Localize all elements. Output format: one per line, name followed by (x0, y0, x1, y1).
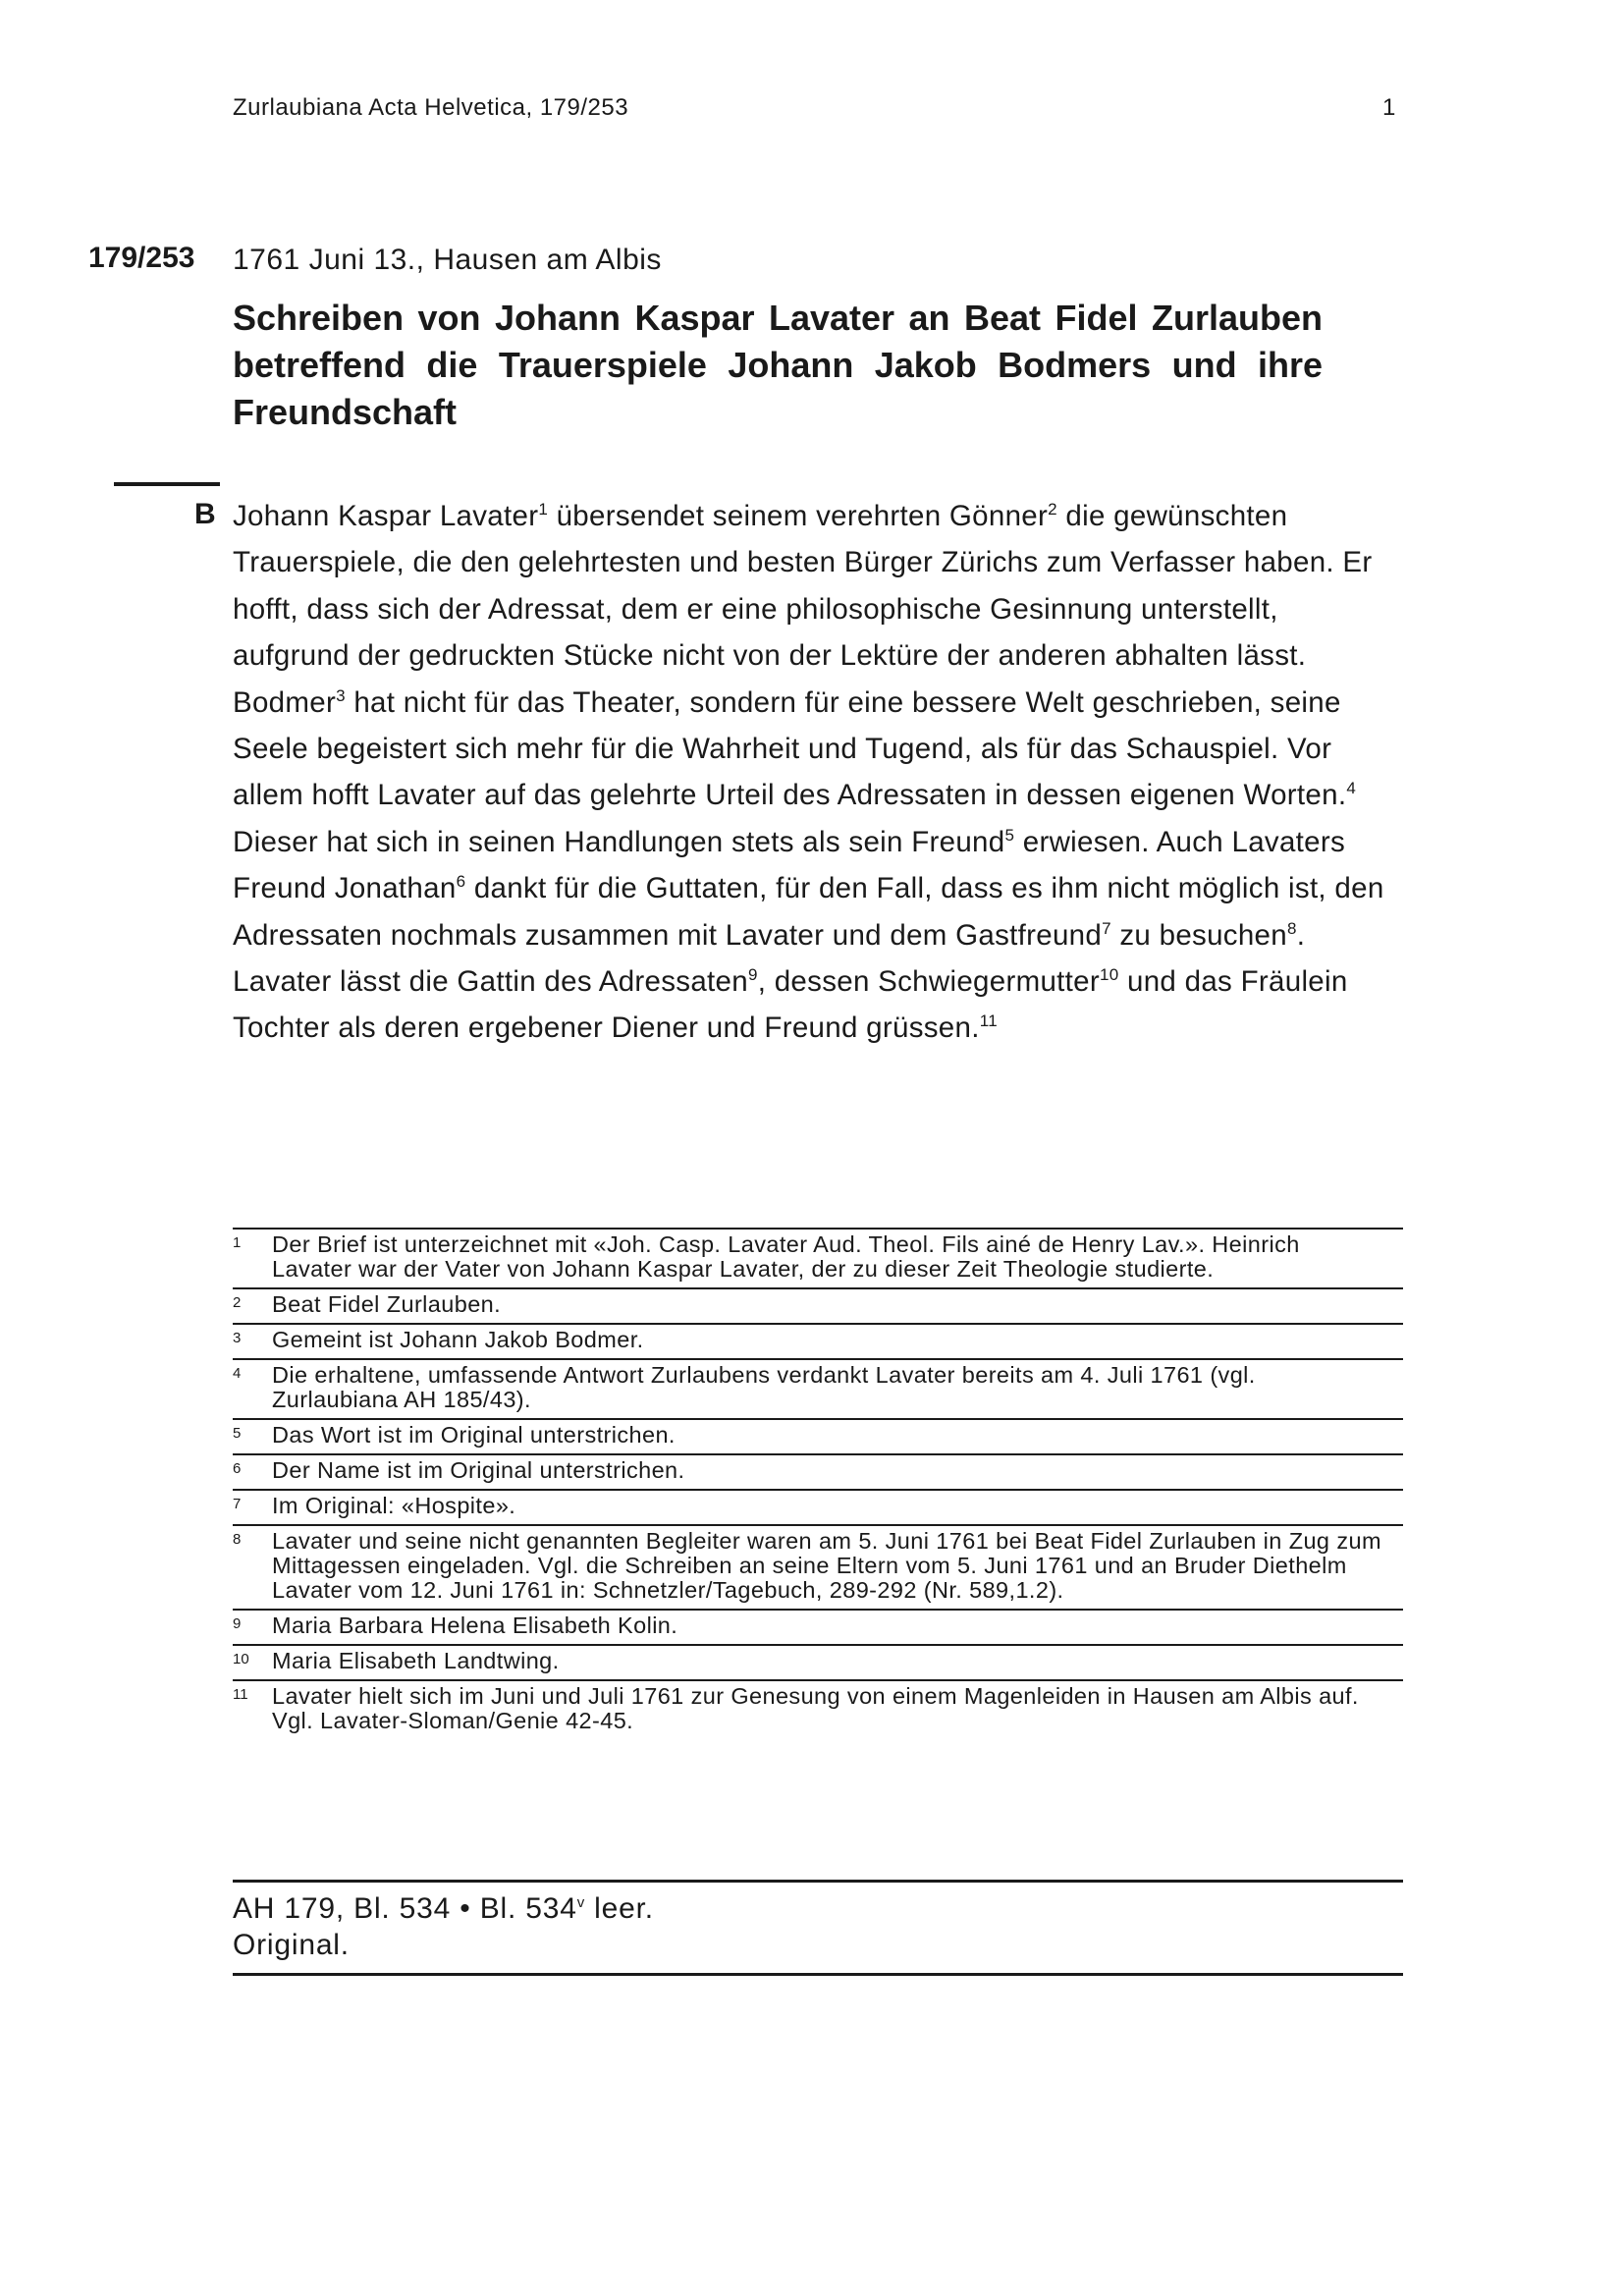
footnote-text: Die erhaltene, umfassende Antwort Zurlaubens verdankt Lavater bereits am 4. Juli 1761 (vgl. Zurlaubiana AH 185/43). (272, 1362, 1256, 1412)
summary-text: , dessen Schwiegermutter (757, 965, 1100, 999)
summary-text: erwiesen. Auch Lavaters Freund Jonathan (233, 825, 1346, 905)
footnote (233, 1644, 1403, 1679)
footnote-ref[interactable]: 9 (747, 965, 758, 985)
summary-text: die gewünschten Trauerspiele, die den gelehrtesten und besten Bürger Zürichs zum Verfasser haben. Er hofft, dass sich der Adressat, dem er eine philosophische Gesinnung unterstellt, aufgrund der gedruckten Stücke nicht von der Lektüre der anderen abhalten lässt. Bodmer (233, 500, 1373, 719)
footnote (233, 1609, 1403, 1644)
footnote (233, 1453, 1403, 1489)
source-line-type: Original. (233, 1929, 350, 1961)
footnote-ref[interactable]: 10 (1100, 965, 1119, 985)
footnote (233, 1418, 1403, 1453)
footnote-ref[interactable]: 2 (1048, 500, 1057, 519)
running-title: Zurlaubiana Acta Helvetica, 179/253 (233, 94, 629, 121)
summary-text: Dieser hat sich in seinen Handlungen stets als sein Freund (233, 825, 1005, 858)
footnote-number: 7 (233, 1496, 242, 1512)
footnote-text: Im Original: «Hospite». (272, 1493, 516, 1518)
summary-text: . Lavater lässt die Gattin des Adressaten (233, 918, 1306, 999)
footnote-text: Beat Fidel Zurlauben. (272, 1291, 502, 1317)
summary-text: und das Fräulein Tochter als deren ergebener Diener und Freund grüssen. (233, 965, 1348, 1045)
footnote-text: Lavater hielt sich im Juni und Juli 1761 zur Genesung von einem Magenleiden in Hausen am Albis auf. Vgl. Lavater-Sloman/Genie 42-45. (272, 1683, 1359, 1733)
footnote (233, 1489, 1403, 1524)
entry-number: 179/253 (88, 242, 195, 274)
footnote-ref[interactable]: 5 (1004, 826, 1015, 846)
footnote-ref[interactable]: 1 (538, 500, 549, 519)
footnote-text: Der Name ist im Original unterstrichen. (272, 1457, 685, 1483)
footnote-text: Gemeint ist Johann Jakob Bodmer. (272, 1327, 644, 1352)
footnote (233, 1287, 1403, 1323)
footnote-ref[interactable]: 4 (1346, 779, 1357, 798)
footnote-number: 11 (233, 1686, 248, 1703)
footnote-text: Maria Barbara Helena Elisabeth Kolin. (272, 1613, 678, 1638)
footnote-number: 9 (233, 1615, 242, 1632)
source-verso-mark: v (576, 1894, 586, 1911)
footnote-number: 2 (233, 1294, 242, 1311)
footnote-number: 3 (233, 1330, 242, 1346)
footnote-text: Maria Elisabeth Landtwing. (272, 1648, 560, 1673)
footnote-number: 5 (233, 1425, 242, 1442)
summary-text: Johann Kaspar Lavater (233, 500, 539, 532)
footnote-number: 4 (233, 1365, 242, 1382)
source-line-signature (233, 1890, 1403, 1927)
source-block (233, 1880, 1403, 1976)
footnote (233, 1524, 1403, 1609)
footnote-text: Der Brief ist unterzeichnet mit «Joh. Casp. Lavater Aud. Theol. Fils ainé de Henry Lav.». Heinrich Lavater war der Vater von Johann Kaspar Lavater, der zu dieser Zeit Theologie studierte. (272, 1231, 1300, 1282)
footnote (233, 1323, 1403, 1358)
summary-paragraph (233, 493, 1401, 1052)
entry-title: Schreiben von Johann Kaspar Lavater an Beat Fidel Zurlauben betreffend die Trauerspiele Johann Jakob Bodmers und ihre Freundschaft (233, 298, 1323, 432)
footnote-ref[interactable]: 3 (336, 685, 346, 705)
footnote-text: Das Wort ist im Original unterstrichen. (272, 1422, 676, 1448)
footnote-ref[interactable]: 6 (456, 872, 466, 892)
footnote-number: 1 (233, 1234, 242, 1251)
footnote-ref[interactable]: 11 (979, 1011, 998, 1031)
section-rule (114, 482, 220, 486)
page-number: 1 (1382, 94, 1396, 121)
footnote-text: Lavater und seine nicht genannten Begleiter waren am 5. Juni 1761 bei Beat Fidel Zurlauben in Zug zum Mittagessen eingeladen. Vgl. die Schreiben an seine Eltern vom 5. Juni 1761 und an Bruder Diethelm Lavater vom 12. Juni 1761 in: Schnetzler/Tagebuch, 289-292 (Nr. 589,1.2). (272, 1528, 1381, 1603)
source-signature: AH 179, Bl. 534 • Bl. 534 (233, 1892, 577, 1925)
section-marker: B (194, 498, 216, 530)
entry-date-place: 1761 Juni 13., Hausen am Albis (233, 244, 662, 276)
footnote (233, 1228, 1403, 1287)
footnote-ref[interactable]: 8 (1286, 918, 1297, 938)
summary-text: dankt für die Guttaten, für den Fall, dass es ihm nicht möglich ist, den Adressaten nochmals zusammen mit Lavater und dem Gastfreund (233, 872, 1384, 952)
footnote (233, 1679, 1403, 1739)
footnote-ref[interactable]: 7 (1102, 918, 1111, 938)
source-signature-note: leer. (585, 1892, 654, 1925)
summary-text: zu besuchen (1110, 918, 1287, 952)
footnote-number: 10 (233, 1651, 249, 1667)
footnote-number: 6 (233, 1460, 242, 1477)
summary-text: übersendet seinem verehrten Gönner (548, 500, 1049, 532)
footnote-number: 8 (233, 1531, 242, 1548)
footnotes (233, 1228, 1403, 1739)
summary-text: hat nicht für das Theater, sondern für eine bessere Welt geschrieben, seine Seele begeistert sich mehr für die Wahrheit und Tugend, als für das Schauspiel. Vor allem hofft Lavater auf das gelehrte Urteil des Adressaten in dessen eigenen Worten. (233, 685, 1347, 812)
footnote (233, 1358, 1403, 1418)
